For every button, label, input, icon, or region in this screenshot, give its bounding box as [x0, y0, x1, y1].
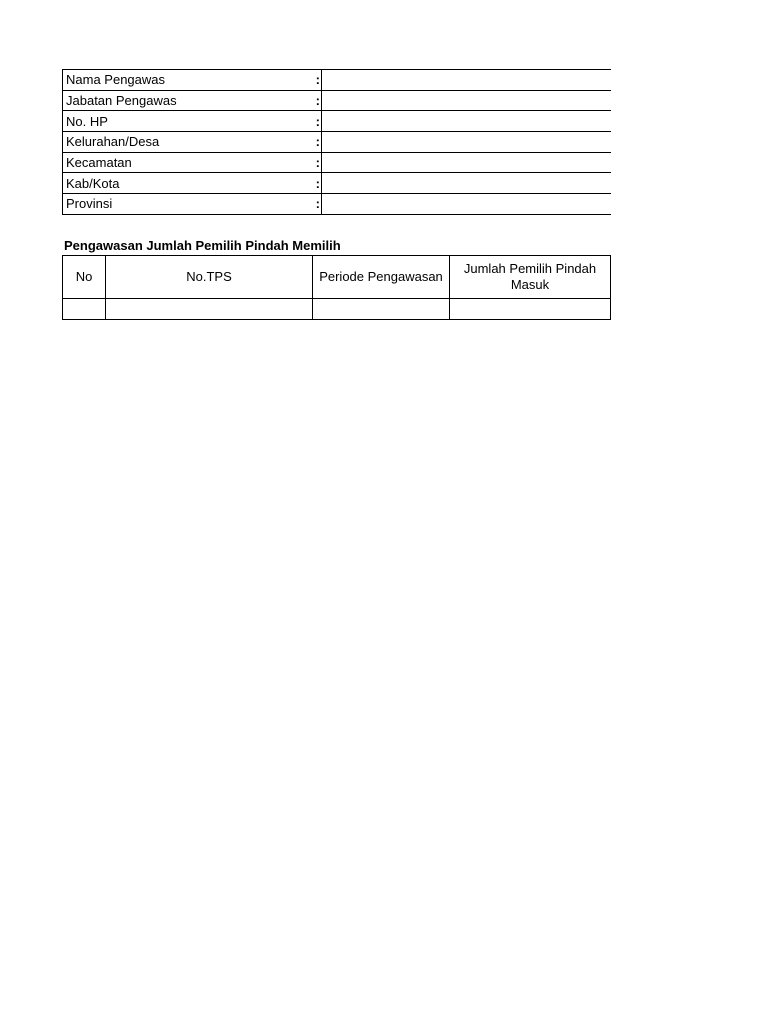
column-header-no: No [63, 256, 106, 299]
info-row-kelurahan-desa [63, 132, 612, 153]
info-value-no-hp[interactable] [322, 111, 612, 132]
section-title: Pengawasan Jumlah Pemilih Pindah Memilih [64, 238, 341, 253]
info-label: Kecamatan [63, 152, 313, 173]
info-row-no-hp [63, 111, 612, 132]
info-separator: : [312, 173, 322, 194]
info-label: Kelurahan/Desa [63, 132, 313, 153]
info-label: No. HP [63, 111, 313, 132]
info-separator: : [312, 152, 322, 173]
info-value-kelurahan-desa[interactable] [322, 132, 612, 153]
table-header-row [63, 256, 611, 299]
column-header-jumlah-pemilih: Jumlah Pemilih Pindah Masuk [450, 256, 611, 299]
info-value-jabatan-pengawas[interactable] [322, 90, 612, 111]
column-header-periode-pengawasan: Periode Pengawasan [313, 256, 450, 299]
table-cell-no-tps[interactable] [106, 299, 313, 320]
info-value-nama-pengawas[interactable] [322, 70, 612, 91]
supervisor-info-table [62, 69, 611, 215]
info-label: Kab/Kota [63, 173, 313, 194]
info-separator: : [312, 90, 322, 111]
info-separator: : [312, 111, 322, 132]
info-value-provinsi[interactable] [322, 194, 612, 215]
info-row-nama-pengawas [63, 70, 612, 91]
info-value-kecamatan[interactable] [322, 152, 612, 173]
info-row-jabatan-pengawas [63, 90, 612, 111]
info-row-provinsi [63, 194, 612, 215]
info-row-kecamatan [63, 152, 612, 173]
info-label: Provinsi [63, 194, 313, 215]
table-cell-no[interactable] [63, 299, 106, 320]
column-header-no-tps: No.TPS [106, 256, 313, 299]
table-cell-periode[interactable] [313, 299, 450, 320]
info-separator: : [312, 70, 322, 91]
table-cell-jumlah[interactable] [450, 299, 611, 320]
info-label: Jabatan Pengawas [63, 90, 313, 111]
info-label: Nama Pengawas [63, 70, 313, 91]
table-row [63, 299, 611, 320]
info-value-kab-kota[interactable] [322, 173, 612, 194]
info-row-kab-kota [63, 173, 612, 194]
info-separator: : [312, 132, 322, 153]
voter-transfer-table [62, 255, 611, 320]
info-separator: : [312, 194, 322, 215]
